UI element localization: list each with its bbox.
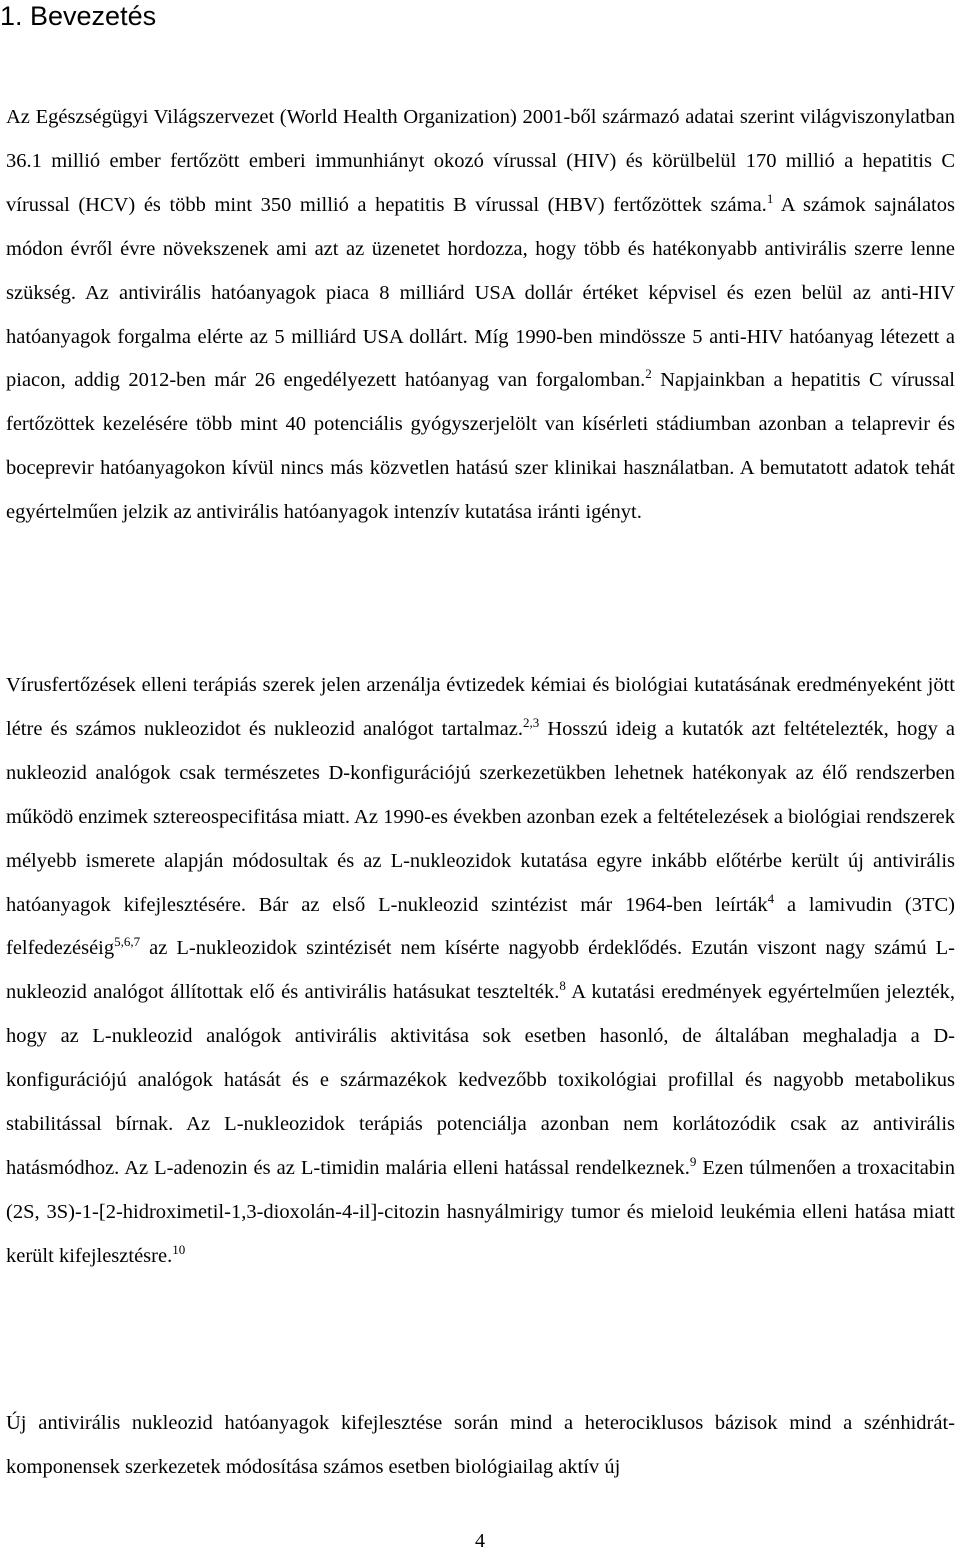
paragraph-2 [6, 664, 955, 1279]
citation-marker: 8 [559, 978, 566, 994]
text-run: Napjainkban a hepatitis C vírussal fertőzöttek kezelésére több mint 40 potenciális gyógyszerjelölt van kísérleti stádiumban azonban a telaprevir és boceprevir hatóanyagokon kívül nincs más közvetlen hatású szer klinikai használatban. A bemutatott adatok tehát egyértelműen jelzik az antivirális hatóanyagok intenzív kutatása iránti igényt. [6, 369, 955, 524]
text-run: Hosszú ideig a kutatók azt feltételezték, hogy a nukleozid analógok csak természetes D-konfigurációjú szerkezetükben lehetnek hatékonyak az élő rendszerben működö enzimek sztereospecifitása miatt. Az 1990-es években azonban ezek a feltételezések a biológiai rendszerek mélyebb ismerete alapján módosultak és az L-nukleozidok kutatása egyre inkább előtérbe került új antivirális hatóanyagok kifejlesztésére. Bár az első L-nukleozid szintézist már 1964-ben leírták [6, 717, 956, 916]
paragraph-1 [6, 96, 955, 535]
citation-marker: 1 [766, 190, 774, 206]
citation-marker: 4 [767, 890, 775, 906]
text-run: Az Egészségügyi Világszervezet (World Health Organization) 2001-ből származó adatai szerint világviszonylatban 36.1 millió ember fertőzött emberi immunhiányt okozó vírussal (HIV) és körülbelül 170 millió a hepatitis C vírussal (HCV) és több mint 350 millió a hepatitis B vírussal (HBV) fertőzöttek száma. [6, 106, 955, 216]
text-run: A számok sajnálatos módon évről évre növekszenek ami azt az üzenetet hordozza, hogy több és hatékonyabb antivirális szerre lenne szükség. Az antivirális hatóanyagok piaca 8 milliárd USA dollár értéket képvisel és ezen belül az anti-HIV hatóanyagok forgalma elérte az 5 milliárd USA dollárt. Míg 1990-ben mindössze 5 anti-HIV hatóanyag létezett a piacon, addig 2012-ben már 26 engedélyezett hatóanyag van forgalomban. [6, 193, 955, 392]
citation-marker: 2 [645, 366, 652, 382]
text-run: Vírusfertőzések elleni terápiás szerek jelen arzenálja évtizedek kémiai és biológiai kutatásának eredményeként jött létre és számos nukleozidot és nukleozid analógot tartalmaz. [6, 674, 955, 740]
citation-marker: 5,6,7 [114, 934, 141, 950]
text-run: A kutatási eredmények egyértelműen jelezték, hogy az L-nukleozid analógok antivirális aktivitása sok esetben hasonló, de általában meghaladja a D-konfigurációjú analógok hatását és e származékok kedvezőbb toxikológiai profillal és nagyobb metabolikus stabilitással bírnak. Az L-nukleozidok terápiás potenciálja azonban nem korlátozódik csak az antivirális hatásmódhoz. Az L-adenozin és az L-timidin malária elleni hatással rendelkeznek. [6, 981, 955, 1179]
chapter-heading: 1. Bevezetés [0, 1, 157, 31]
citation-marker: 9 [689, 1153, 697, 1169]
text-run: Új antivirális nukleozid hatóanyagok kifejlesztése során mind a heterociklusos bázisok mind a szénhidrát-komponensek szerkezetek módosítása számos esetben biológiailag aktív új [6, 1412, 955, 1478]
page-number: 4 [475, 1530, 485, 1552]
text-run: az L-nukleozidok szintézisét nem kísérte nagyobb érdeklődés. Ezután viszont nagy számú L-nukleozid analógot állítottak elő és antivirális hatásukat tesztelték. [6, 937, 955, 1004]
text-run: Ezen túlmenően a troxacitabin (2S, 3S)-1-[2-hidroximetil-1,3-dioxolán-4-il]-citozin hasnyálmirigy tumor és mieloid leukémia elleni hatása miatt került kifejlesztésre. [6, 1156, 955, 1267]
text-run: a lamivudin (3TC) felfedezéséig [6, 893, 955, 960]
paragraph-3 [6, 1402, 955, 1490]
citation-marker: 2,3 [523, 714, 540, 730]
citation-marker: 10 [172, 1241, 186, 1257]
